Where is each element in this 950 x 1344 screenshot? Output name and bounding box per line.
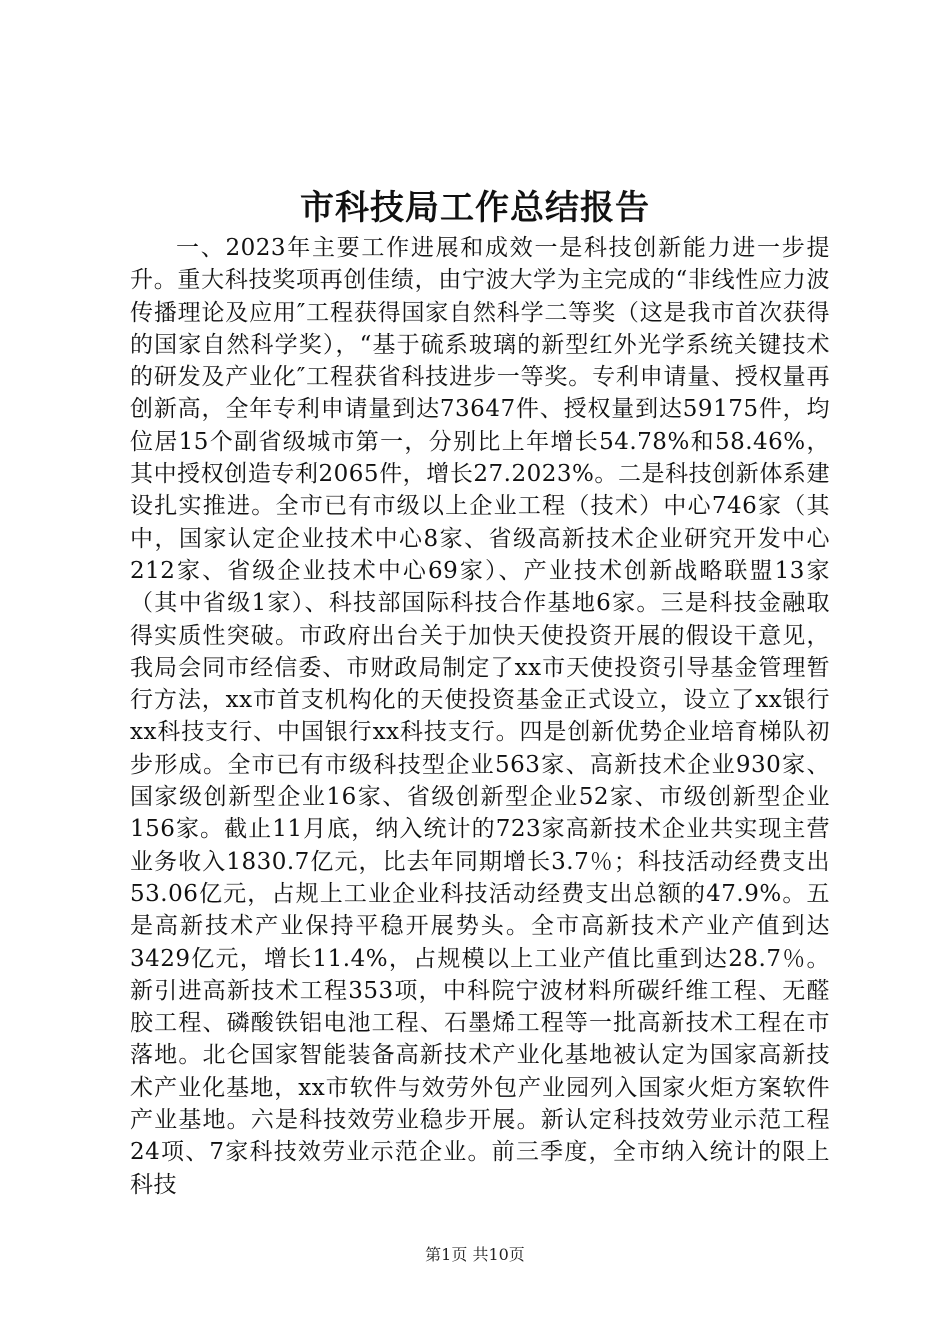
- page-footer: 第1页 共10页: [425, 1245, 525, 1264]
- document-title: 市科技局工作总结报告: [300, 188, 650, 228]
- document-body-paragraph: 一、2023年主要工作进展和成效一是科技创新能力进一步提升。重大科技奖项再创佳绩，由宁波大学为主完成的“非线性应力波传播理论及应用″工程获得国家自然科学二等奖（这是我市首次获得的国家自然科学奖），“基于硫系玻璃的新型红外光学系统关键技术的研发及产业化″工程获省科技进步一等奖。专利申请量、授权量再创新高，全年专利申请量到达73647件、授权量到达59175件，均位居15个副省级城市第一，分别比上年增长54.78%和58.46%，其中授权创造专利2065件，增长27.2023%。二是科技创新体系建设扎实推进。全市已有市级以上企业工程（技术）中心746家（其中，国家认定企业技术中心8家、省级高新技术企业研究开发中心212家、省级企业技术中心69家）、产业技术创新战略联盟13家（其中省级1家）、科技部国际科技合作基地6家。三是科技金融取得实质性突破。市政府出台关于加快天使投资开展的假设干意见，我局会同市经信委、市财政局制定了xx市天使投资引导基金管理暂行方法，xx市首支机构化的天使投资基金正式设立，设立了xx银行xx科技支行、中国银行xx科技支行。四是创新优势企业培育梯队初步形成。全市已有市级科技型企业563家、高新技术企业930家、国家级创新型企业16家、省级创新型企业52家、市级创新型企业156家。截止11月底，纳入统计的723家高新技术企业共实现主营业务收入1830.7亿元，比去年同期增长3.7％；科技活动经费支出53.06亿元，占规上工业企业科技活动经费支出总额的47.9%。五是高新技术产业保持平稳开展势头。全市高新技术产业产值到达3429亿元，增长11.4%，占规模以上工业产值比重到达28.7％。新引进高新技术工程353项，中科院宁波材料所碳纤维工程、无醛胶工程、磷酸铁铝电池工程、石墨烯工程等一批高新技术工程在市落地。北仑国家智能装备高新技术产业化基地被认定为国家高新技术产业化基地，xx市软件与效劳外包产业园列入国家火炬方案软件产业基地。六是科技效劳业稳步开展。新认定科技效劳业示范工程24项、7家科技效劳业示范企业。前三季度，全市纳入统计的限上科技: [130, 235, 830, 1198]
